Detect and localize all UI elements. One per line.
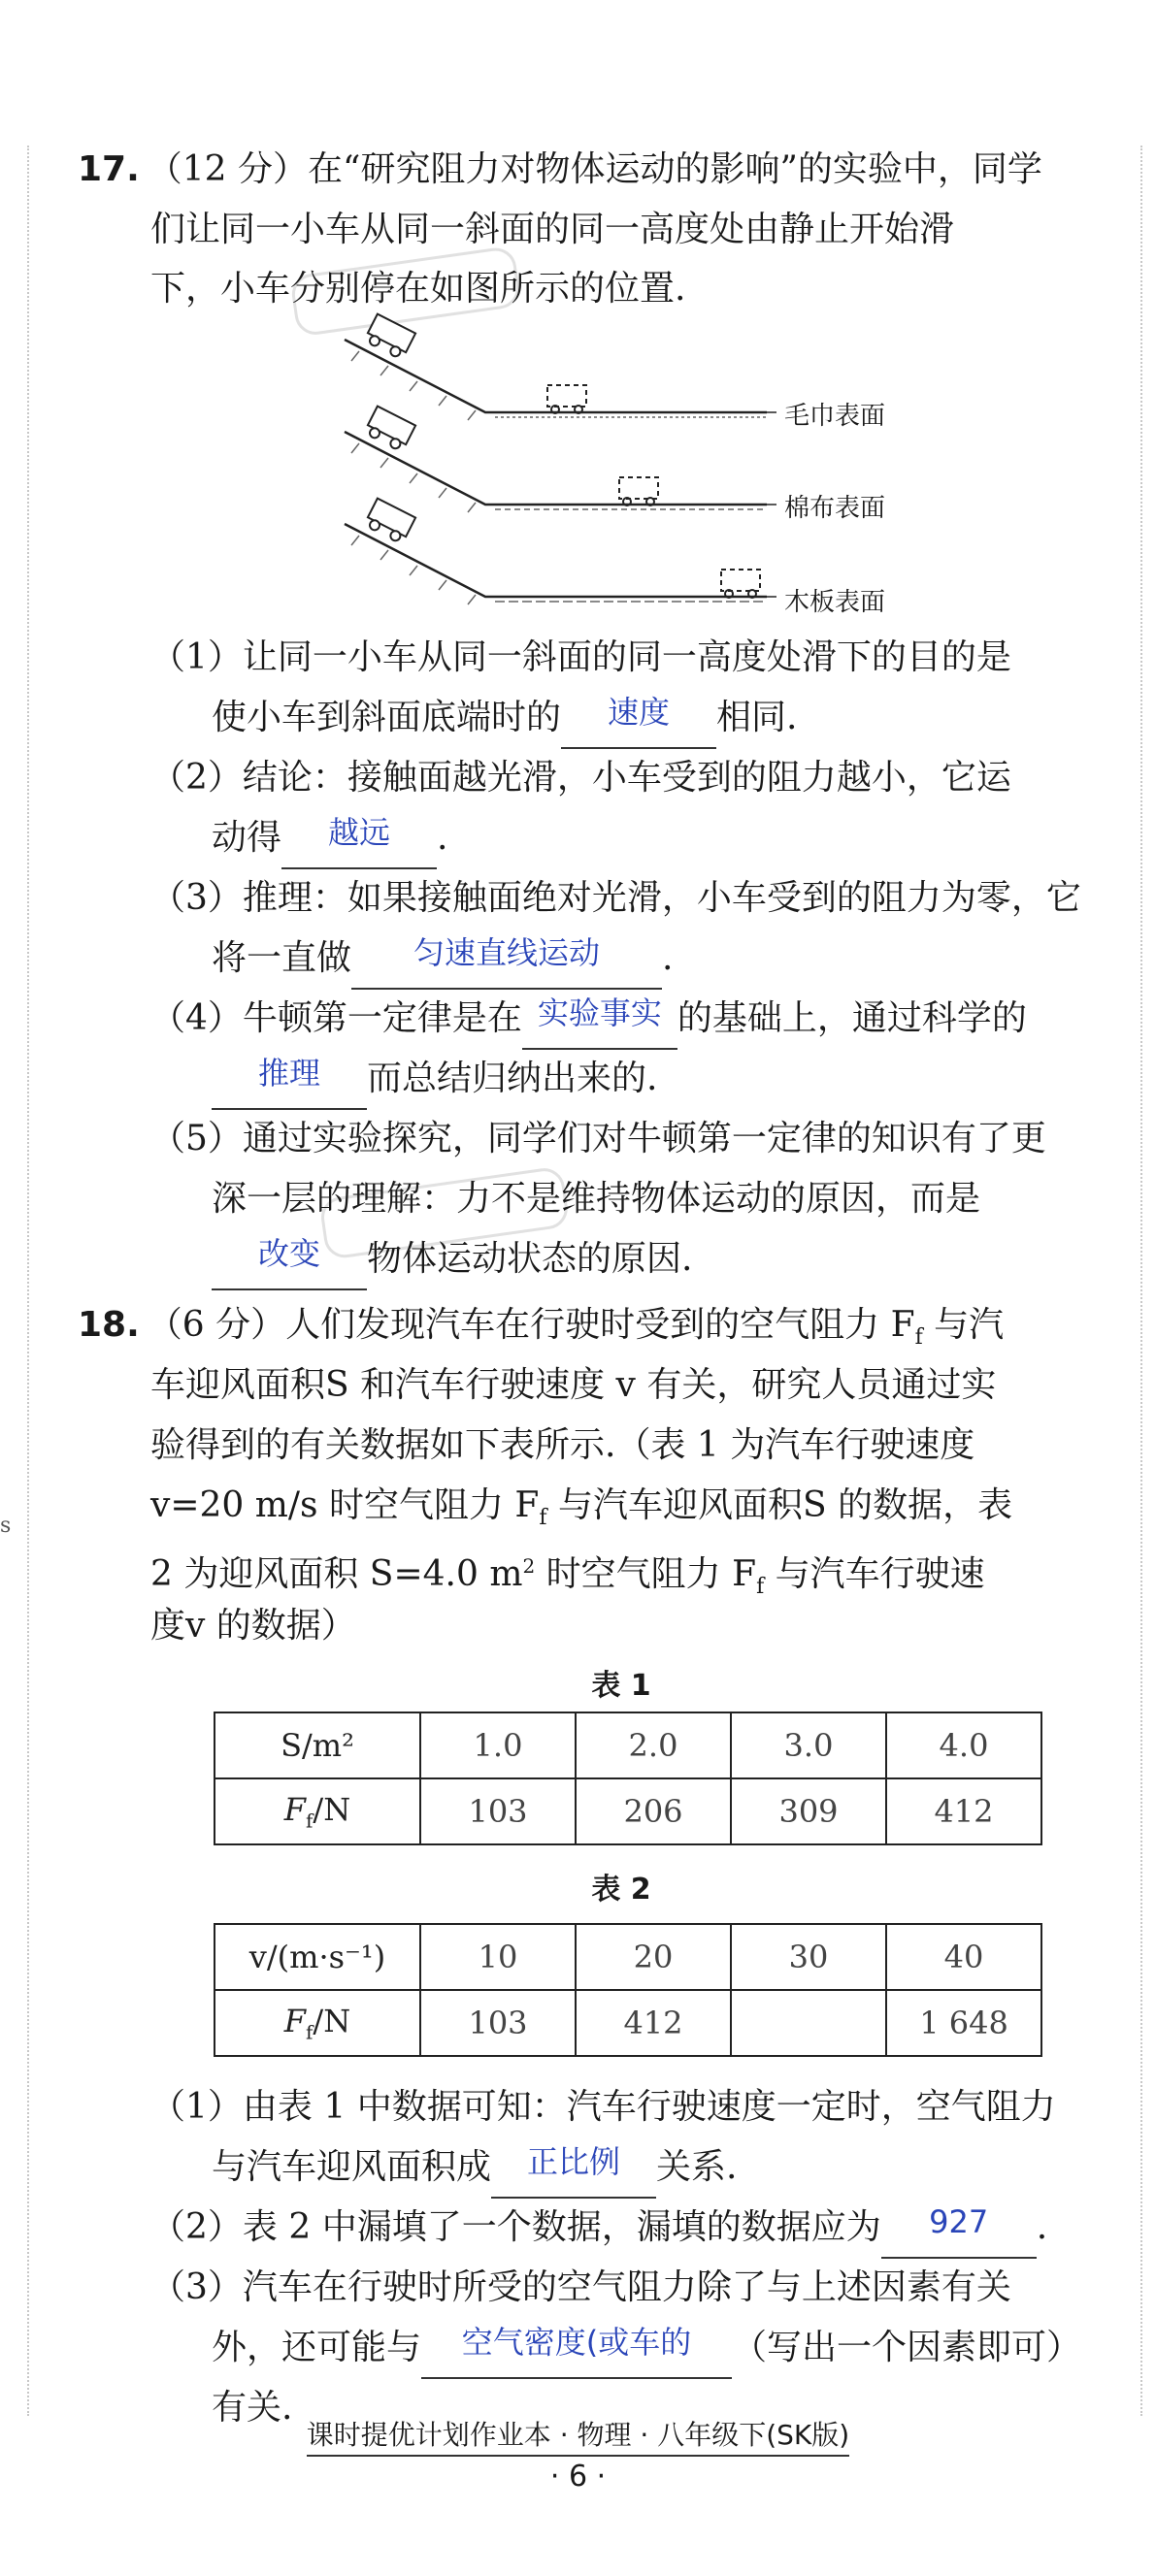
incline-figure [340,301,922,625]
table-cell: 412 [886,1778,1041,1844]
cart-icon [364,314,415,545]
q17-line-2: 们让同一小车从同一斜面的同一高度处由静止开始滑 [150,210,955,249]
page-edge-right [1140,146,1142,2416]
label-wood-surface: 木板表面 [784,588,886,617]
table-cell: v/(m·s⁻¹) [215,1924,420,1990]
q18-part1-b: 与汽车迎风面积成 正比例 关系. [212,2138,737,2199]
q17-part5-b: 深一层的理解：力不是维持物体运动的原因，而是 [212,1179,981,1219]
q17-part4-a: （4）牛顿第一定律是在 实验事实 的基础上，通过科学的 [150,990,1027,1050]
q18-line-6: 度v 的数据） [150,1606,356,1646]
table-row [215,1778,1041,1844]
table-row [215,1924,1041,1990]
table-cell: 30 [731,1924,886,1990]
q18-part2: （2）表 2 中漏填了一个数据，漏填的数据应为 927 . [150,2199,1047,2259]
table-cell: S/m² [215,1712,420,1778]
q17-part5-c: 改变 物体运动状态的原因. [212,1230,692,1290]
table2-caption: 表 2 [591,1873,651,1907]
table-cell: 1 648 [886,1990,1041,2056]
table-cell: 20 [576,1924,731,1990]
table-cell: $F_f/N$ [215,1778,420,1844]
table-cell [731,1990,886,2056]
answer-blank[interactable]: 正比例 [491,2138,656,2199]
label-cotton-surface: 棉布表面 [784,494,886,523]
answer-blank[interactable]: 推理 [212,1050,367,1110]
table-cell: 2.0 [576,1712,731,1778]
answer-blank[interactable]: 匀速直线运动 [351,929,662,990]
table-cell: $F_f/N$ [215,1990,420,2056]
label-towel-surface: 毛巾表面 [784,402,886,431]
answer-blank[interactable]: 速度 [561,689,716,749]
answer-blank[interactable]: 改变 [212,1230,367,1290]
table-row [215,1712,1041,1778]
table-cell: 412 [576,1990,731,2056]
answer-blank[interactable]: 927 [881,2199,1037,2259]
q18-part3-b: 外，还可能与 空气密度(或车的 （写出一个因素即可） [212,2319,1081,2379]
table-cell: 309 [731,1778,886,1844]
q18-line-5: 2 为迎风面积 S=4.0 $m^2$ 时空气阻力 $F_f$ 与汽车行驶速 [150,1554,985,1600]
answer-blank[interactable]: 越远 [281,809,437,869]
question-number: 18. [78,1305,140,1345]
q18-part1-a: （1）由表 1 中数据可知：汽车行驶速度一定时，空气阻力 [150,2087,1056,2127]
table-cell: 4.0 [886,1712,1041,1778]
question-number: 17. [78,149,140,189]
page-edge-left [27,146,29,2416]
q17-part1-a: （1）让同一小车从同一斜面的同一高度处滑下的目的是 [150,637,1011,677]
table1-caption: 表 1 [591,1669,651,1703]
q17-line-3: 下，小车分别停在如图所示的位置. [150,269,686,309]
table-cell: 40 [886,1924,1041,1990]
q17-part2-a: （2）结论：接触面越光滑，小车受到的阻力越小，它运 [150,758,1011,798]
q17-part3-a: （3）推理：如果接触面绝对光滑，小车受到的阻力为零，它 [150,878,1081,918]
q18-part3-a: （3）汽车在行驶时所受的空气阻力除了与上述因素有关 [150,2267,1011,2307]
q17-part3-b: 将一直做 匀速直线运动 . [212,929,673,990]
table-cell: 206 [576,1778,731,1844]
table2 [214,1923,1042,2057]
table-cell: 1.0 [420,1712,576,1778]
table-row [215,1990,1041,2056]
q18-line-2: 车迎风面积S 和汽车行驶速度 v 有关，研究人员通过实 [150,1365,997,1405]
table-cell: 103 [420,1990,576,2056]
page-number: · 6 · [549,2460,607,2494]
q17-part5-a: （5）通过实验探究，同学们对牛顿第一定律的知识有了更 [150,1119,1046,1158]
q18-part3-c: 有关. [212,2388,293,2428]
table1 [214,1712,1042,1845]
q17-part4-b: 推理 而总结归纳出来的. [212,1050,657,1110]
stray-mark: s [0,1514,12,1538]
q17-part2-b: 动得 越远 . [212,809,447,869]
q17-line-1: 17. （12 分）在“研究阻力对物体运动的影响”的实验中，同学 [78,149,1042,189]
q18-line-1: 18. （6 分）人们发现汽车在行驶时受到的空气阻力 $F_f$ 与汽 [78,1305,1005,1351]
table-cell: 103 [420,1778,576,1844]
q18-line-3: 验得到的有关数据如下表所示.（表 1 为汽车行驶速度 [150,1425,975,1465]
answer-blank[interactable]: 实验事实 [522,990,677,1050]
answer-blank[interactable]: 空气密度(或车的 [421,2319,732,2379]
table-cell: 3.0 [731,1712,886,1778]
table-cell: 10 [420,1924,576,1990]
footer-title: 课时提优计划作业本 · 物理 · 八年级下(SK版) [0,2414,1156,2457]
q18-line-4: v=20 m/s 时空气阻力 $F_f$ 与汽车迎风面积S 的数据，表 [150,1485,1013,1531]
q17-part1-b: 使小车到斜面底端时的 速度 相同. [212,689,797,749]
